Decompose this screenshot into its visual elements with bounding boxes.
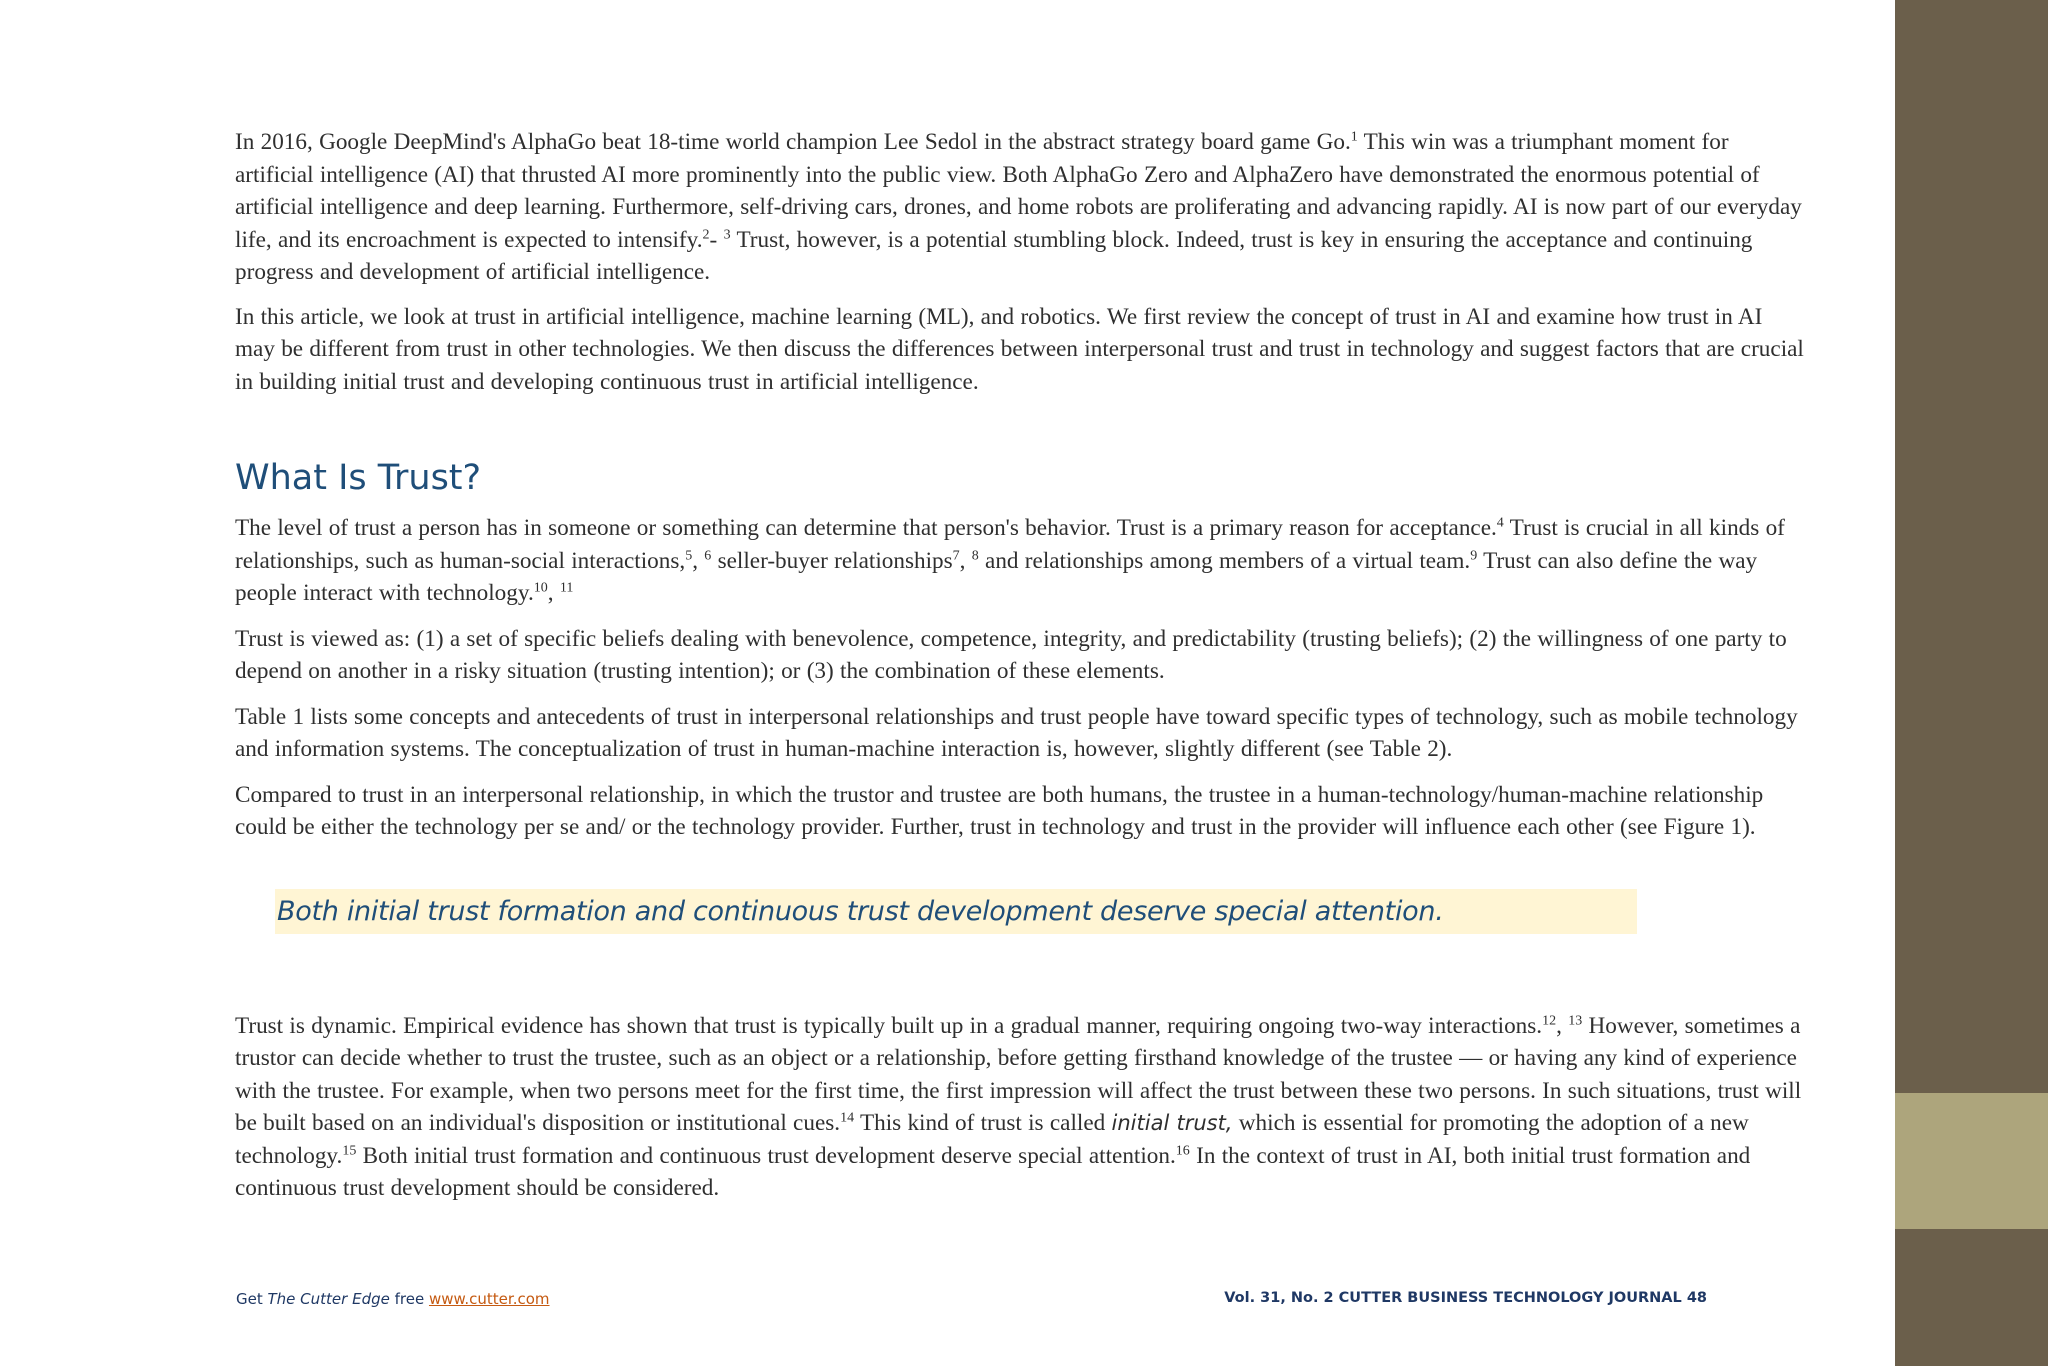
footnote-ref: 4 xyxy=(1496,515,1504,531)
text-run: However, sometimes a trustor can decide whether to trust the trustee, such as an object or a relationship, before getting firsthand knowledge of the trustee — or having any kind of experience with the trustee. For example, when two persons meet for the first time, the first impression will affect the trust between these two persons. In such situations, trust will be built based on an individual's disposition or institutional cues. xyxy=(235,1012,1802,1136)
paragraph-comparison: Compared to trust in an interpersonal relationship, in which the trustor and trustee are both humans, the trustee in a human-technology/human-machine relationship could be either the technology per se and/ or the technology provider. Further, trust in technology and trust in the provider will influence each other (see Figure 1). xyxy=(235,781,1764,840)
footer-promo xyxy=(236,1290,550,1308)
footnote-ref: 14 xyxy=(840,1110,855,1126)
footnote-ref: 15 xyxy=(342,1142,357,1158)
paragraph-trust-viewed: Trust is viewed as: (1) a set of specific beliefs dealing with benevolence, competence, integrity, and predictability (trusting beliefs); (2) the willingness of one party to depend on another in a risky situation (trusting intention); or (3) the combination of these elements. xyxy=(235,625,1787,684)
footer-text: Get xyxy=(236,1290,268,1308)
footnote-ref: 11 xyxy=(559,580,574,596)
text-run: and relationships among members of a virtual team. xyxy=(978,547,1471,574)
text-run: - xyxy=(709,226,724,253)
footnote-ref: 9 xyxy=(1470,547,1478,563)
pull-quote-text: Both initial trust formation and continuous trust development deserve special attention. xyxy=(277,895,1444,927)
pull-quote xyxy=(275,889,1637,934)
footnote-ref: 10 xyxy=(533,580,548,596)
footnote-ref: 16 xyxy=(1175,1142,1190,1158)
footer-journal-info: Vol. 31, No. 2 CUTTER BUSINESS TECHNOLOGY JOURNAL 48 xyxy=(1224,1290,1707,1306)
text-run: seller-buyer relationships xyxy=(711,547,953,574)
footnote-ref: 12 xyxy=(1542,1012,1557,1028)
text-run: which is essential for promoting the adoption of a new technology. xyxy=(235,1110,1749,1169)
article-body xyxy=(235,126,1805,1205)
footnote-ref: 1 xyxy=(1350,129,1358,145)
footer-publication-title: The Cutter Edge xyxy=(267,1290,390,1308)
text-run: Trust, however, is a potential stumbling block. Indeed, trust is key in ensuring the acceptance and continuing progress and development of artificial intelligence. xyxy=(235,226,1753,285)
footnote-ref: 5 xyxy=(685,547,693,563)
text-run: Trust can also define the way people interact with technology. xyxy=(235,547,1758,606)
footnote-ref: 8 xyxy=(971,547,979,563)
paragraph-overview: In this article, we look at trust in artificial intelligence, machine learning (ML), and robotics. We first review the concept of trust in AI and examine how trust in AI may be different from trust in other technologies. We then discuss the differences between interpersonal trust and trust in technology and suggest factors that are crucial in building initial trust and developing continuous trust in artificial intelligence. xyxy=(235,303,1804,395)
paragraph-trust-level xyxy=(235,512,1805,610)
decorative-sidebar xyxy=(1895,0,2048,1366)
text-run: , xyxy=(692,547,705,574)
footnote-ref: 2 xyxy=(702,226,710,242)
footer-text: free xyxy=(389,1290,429,1308)
footnote-ref: 13 xyxy=(1568,1012,1583,1028)
text-run: In the context of trust in AI, both initial trust formation and continuous trust development should be considered. xyxy=(235,1142,1751,1201)
paragraph-trust-dynamic xyxy=(235,1010,1805,1205)
italic-term: initial trust, xyxy=(1111,1111,1233,1135)
text-run: , xyxy=(959,547,972,574)
footnote-ref: 6 xyxy=(704,547,712,563)
text-run: In 2016, Google DeepMind's AlphaGo beat 18-time world champion Lee Sedol in the abstract strategy board game Go. xyxy=(235,129,1351,155)
paragraph-table-reference: Table 1 lists some concepts and antecedents of trust in interpersonal relationships and trust people have toward specific types of technology, such as mobile technology and information systems. The conceptualization of trust in human-machine interaction is, however, slightly different (see Table 2). xyxy=(235,703,1798,762)
text-run: Trust is crucial in all kinds of relationships, such as human-social interactions, xyxy=(235,515,1785,574)
paragraph-intro xyxy=(235,126,1805,289)
text-run: This win was a triumphant moment for artificial intelligence (AI) that thrusted AI more prominently into the public view. Both AlphaGo Zero and AlphaZero have demonstrated the enormous potential of artificial intelligence and deep learning. Furthermore, self-driving cars, drones, and home robots are proliferating and advancing rapidly. AI is now part of our everyday life, and its encroachment is expected to intensify. xyxy=(235,129,1802,253)
footnote-ref: 7 xyxy=(952,547,960,563)
decorative-sidebar-band xyxy=(1895,1093,2048,1229)
text-run: Trust is dynamic. Empirical evidence has shown that trust is typically built up in a gradual manner, requiring ongoing two-way interactions. xyxy=(235,1012,1543,1039)
footnote-ref: 3 xyxy=(723,226,731,242)
text-run: , xyxy=(547,580,560,606)
text-run: Both initial trust formation and continuous trust development deserve special attention. xyxy=(356,1142,1176,1169)
text-run: The level of trust a person has in someone or something can determine that person's behavior. Trust is a primary reason for acceptance. xyxy=(235,515,1497,541)
text-run: , xyxy=(1556,1012,1569,1039)
text-run: This kind of trust is called xyxy=(854,1110,1112,1136)
section-heading: What Is Trust? xyxy=(235,458,482,498)
footer-website-link[interactable]: www.cutter.com xyxy=(428,1290,550,1308)
